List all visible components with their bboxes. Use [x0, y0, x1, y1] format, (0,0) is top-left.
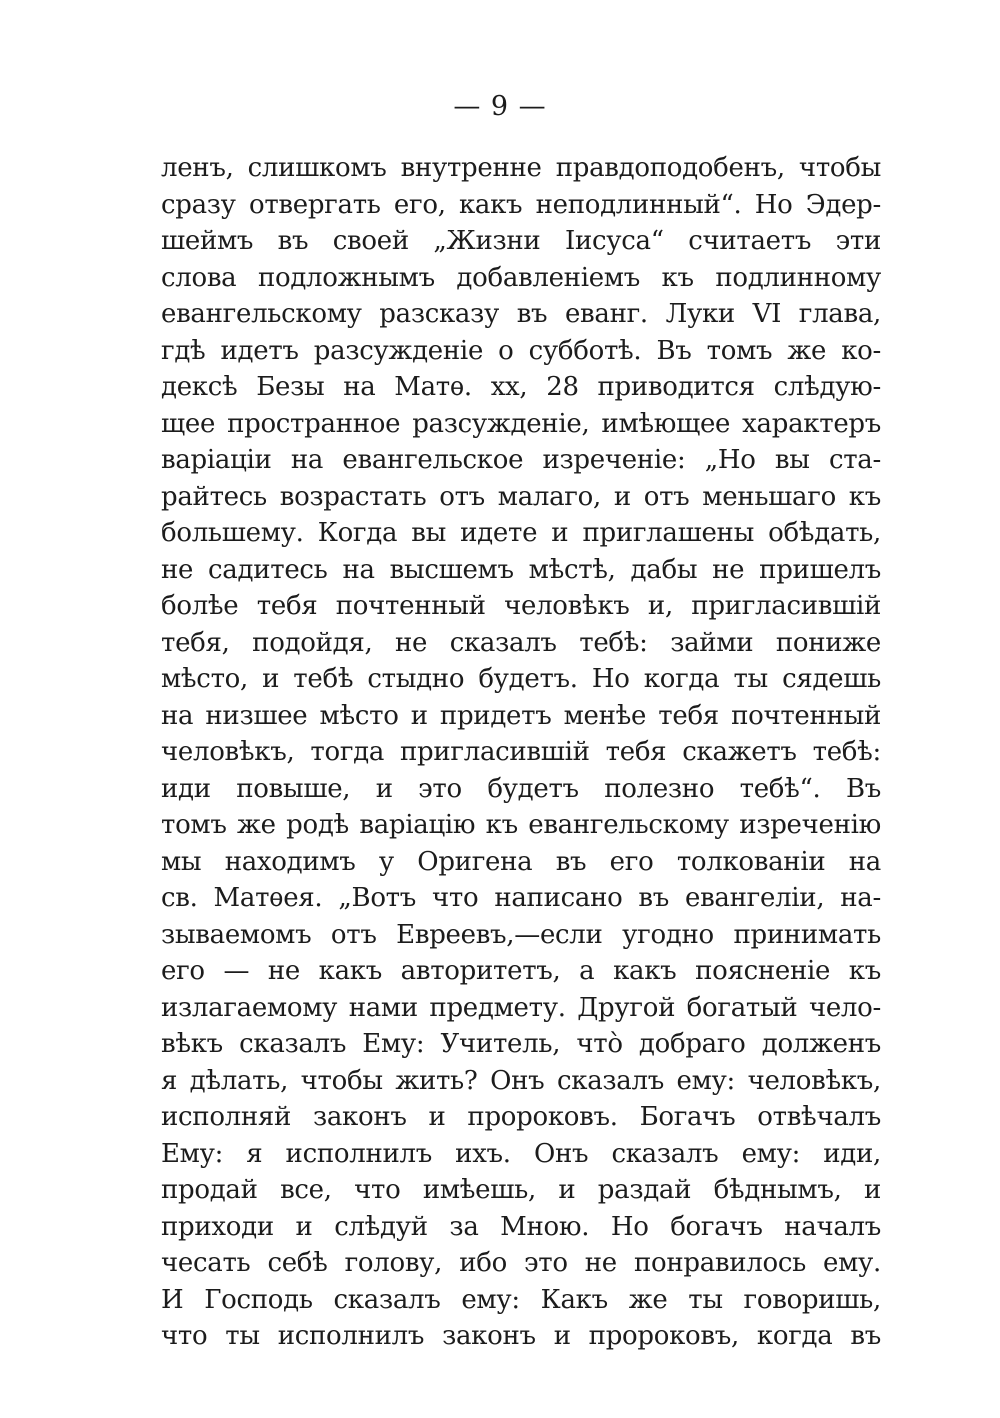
text-line: человѣкъ, тогда пригласившій тебя скажетъ тебѣ: — [161, 737, 881, 767]
text-line: не садитесь на высшемъ мѣстѣ, дабы не пришелъ — [161, 554, 881, 585]
text-line: И Господь сказалъ ему: Какъ же ты говоришь, — [161, 1284, 881, 1315]
text-line: шеймъ въ своей „Жизни Іисуса“ считаетъ эти — [161, 226, 881, 256]
text-line: зываемомъ отъ Евреевъ,—если угодно принимать — [161, 919, 881, 950]
text-line: приходи и слѣдуй за Мною. Но богачъ началъ — [161, 1211, 881, 1242]
text-line: томъ же родѣ варіацію къ евангельскому изреченію — [161, 810, 881, 840]
text-line: вѣкъ сказалъ Ему: Учитель, что̀ добраго долженъ — [161, 1029, 881, 1059]
text-line: щее пространное разсужденіе, имѣющее характеръ — [161, 408, 881, 439]
text-line: большему. Когда вы идете и приглашены обѣдать, — [161, 518, 881, 548]
text-line: продай все, что имѣешь, и раздай бѣднымъ, и — [161, 1175, 881, 1205]
text-line: его — не какъ авторитетъ, а какъ поясненіе къ — [161, 956, 881, 986]
text-line: варіаціи на евангельское изреченіе: „Но вы ста- — [161, 445, 881, 475]
text-line: гдѣ идетъ разсужденіе о субботѣ. Въ томъ же ко- — [161, 335, 881, 366]
text-line: мѣсто, и тебѣ стыдно будетъ. Но когда ты сядешь — [161, 664, 881, 694]
text-line: исполняй законъ и пророковъ. Богачъ отвѣчалъ — [161, 1102, 881, 1132]
text-line: райтесь возрастать отъ малаго, и отъ меньшаго къ — [161, 481, 881, 512]
text-line: болѣе тебя почтенный человѣкъ и, пригласившій — [161, 591, 881, 621]
text-line: тебя, подойдя, не сказалъ тебѣ: займи пониже — [161, 627, 881, 658]
text-line: чесать себѣ голову, ибо это не понравилось ему. — [161, 1248, 881, 1278]
text-line: мы находимъ у Оригена въ его толкованіи на — [161, 846, 881, 877]
text-line: св. Матѳея. „Вотъ что написано въ евангеліи, на- — [161, 883, 881, 913]
text-line: сразу отвергать его, какъ неподлинный“. Но Эдер- — [161, 189, 881, 220]
text-line: евангельскому разсказу въ еванг. Луки VI глава, — [161, 299, 881, 329]
text-line: иди повыше, и это будетъ полезно тебѣ“. Въ — [161, 773, 881, 804]
text-line: что ты исполнилъ законъ и пророковъ, когда въ — [161, 1321, 881, 1351]
text-line: Ему: я исполнилъ ихъ. Онъ сказалъ ему: иди, — [161, 1138, 881, 1169]
text-line: на низшее мѣсто и придетъ менѣе тебя почтенный — [161, 700, 881, 731]
text-line: слова подложнымъ добавленіемъ къ подлинному — [161, 262, 881, 293]
text-line: я дѣлать, чтобы жить? Онъ сказалъ ему: человѣкъ, — [161, 1065, 881, 1096]
body-text — [161, 150, 881, 1355]
text-line: дексѣ Безы на Матѳ. xx, 28 приводится слѣдую- — [161, 372, 881, 402]
text-line: ленъ, слишкомъ внутренне правдоподобенъ, чтобы — [161, 153, 881, 183]
page-number: — 9 — — [453, 91, 547, 122]
text-line: излагаемому нами предмету. Другой богатый чело- — [161, 992, 881, 1023]
